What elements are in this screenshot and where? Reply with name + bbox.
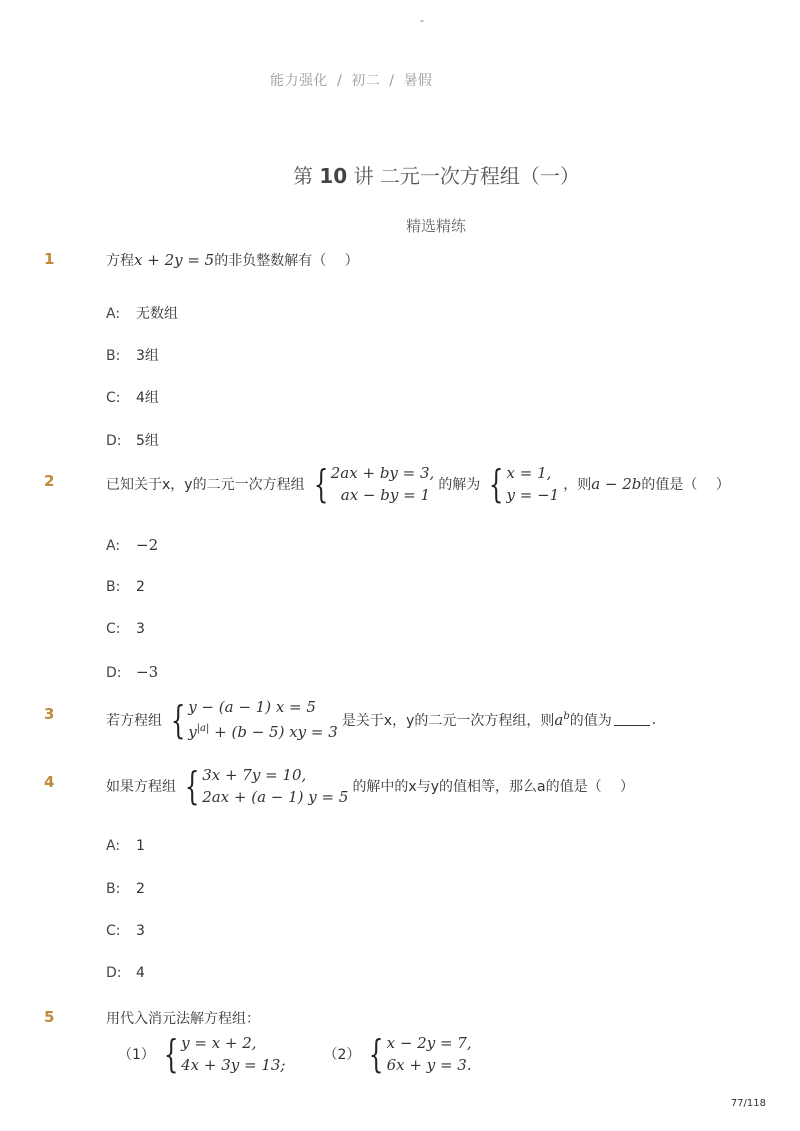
q3-sys-line: $y^{|a|} + (b - 5)$ xy = 3	[188, 723, 338, 741]
q3-end: .	[651, 711, 657, 728]
option-a[interactable]: A: 无数组	[106, 306, 178, 322]
question-5-parts	[118, 1032, 476, 1076]
question-number: 3	[44, 705, 55, 723]
q3-system	[166, 696, 338, 743]
breadcrumb-item: 能力强化	[270, 73, 328, 89]
q2-sys-line: ax − by = 1	[340, 486, 430, 504]
question-3-stem	[106, 696, 656, 743]
q4-system	[180, 764, 348, 808]
q4-sys-line: 3x + 7y = 10,	[202, 766, 307, 784]
q1-pre: 方程	[106, 253, 134, 269]
q5-sys-line: 6x + y = 3.	[386, 1056, 472, 1074]
q3-expression: $a^b$	[554, 710, 570, 729]
option-d[interactable]: D: 5组	[106, 433, 159, 449]
breadcrumb	[270, 70, 432, 90]
q4-post: 的解中的x与y的值相等，那么a的值是（ ）	[352, 779, 635, 795]
option-a[interactable]: A: 1	[106, 838, 145, 854]
q5-sys-line: y = x + 2,	[181, 1034, 257, 1052]
breadcrumb-separator: /	[389, 73, 395, 89]
title-suffix: 讲 二元一次方程组（一）	[353, 164, 580, 188]
page-title	[293, 160, 580, 189]
q3-sys-line: y − (a − 1) x = 5	[188, 698, 316, 716]
q2-mid: 的解为	[438, 477, 481, 493]
breadcrumb-separator: /	[337, 73, 343, 89]
question-number: 1	[44, 250, 55, 268]
q5-sys-line: x − 2y = 7,	[386, 1034, 472, 1052]
left-brace-icon: {	[163, 1032, 179, 1076]
question-2-stem	[106, 462, 730, 506]
page-number: 77/118	[730, 1098, 766, 1109]
option-b[interactable]: B: 2	[106, 881, 145, 897]
option-b[interactable]: B: 3组	[106, 348, 159, 364]
q2-sys-line: 2ax + by = 3,	[330, 464, 435, 482]
question-5-stem: 用代入消元法解方程组：	[106, 1011, 260, 1027]
q4-pre: 如果方程组	[106, 779, 176, 795]
q2-sol-line: x = 1,	[506, 464, 552, 482]
option-c[interactable]: C: 3	[106, 923, 145, 939]
q2-solution	[484, 462, 559, 506]
breadcrumb-item: 初二	[351, 73, 381, 89]
title-prefix: 第	[293, 164, 313, 188]
q2-expression: a − 2b	[591, 475, 642, 493]
left-brace-icon: {	[369, 1032, 384, 1076]
question-number: 5	[44, 1008, 55, 1026]
title-number: 10	[319, 164, 348, 188]
left-brace-icon: {	[184, 764, 200, 808]
answer-blank[interactable]	[614, 713, 650, 726]
question-4-stem	[106, 764, 634, 808]
left-brace-icon: {	[313, 462, 328, 506]
q4-sys-line: 2ax + (a − 1) y = 5	[202, 788, 349, 806]
option-c[interactable]: C: 4组	[106, 390, 159, 406]
q2-pre: 已知关于x，y的二元一次方程组	[106, 477, 305, 493]
option-c[interactable]: C: 3	[106, 621, 145, 637]
q5-part-label: （2）	[323, 1047, 361, 1063]
left-brace-icon: {	[170, 697, 186, 742]
q1-equation: x + 2y = 5	[134, 251, 215, 269]
header-dash: -	[420, 14, 424, 27]
section-subtitle: 精选精练	[406, 217, 467, 235]
question-number: 2	[44, 472, 55, 490]
q2-mid2: ，则	[563, 477, 592, 493]
q3-post: 的值为	[569, 712, 612, 729]
q2-sol-line: y = −1	[506, 486, 560, 504]
q5-part2-system	[364, 1032, 471, 1076]
option-d[interactable]: D: −3	[106, 663, 159, 681]
q3-mid: 是关于x，y的二元一次方程组，则	[341, 712, 555, 729]
q1-post: 的非负整数解有（ ）	[214, 253, 359, 269]
q2-post: 的值是（ ）	[641, 477, 730, 493]
option-b[interactable]: B: 2	[106, 579, 145, 595]
q2-system	[309, 462, 435, 506]
question-1-stem	[106, 250, 359, 270]
question-number: 4	[44, 773, 55, 791]
option-d[interactable]: D: 4	[106, 965, 145, 981]
option-a[interactable]: A: −2	[106, 536, 159, 554]
breadcrumb-item: 暑假	[403, 73, 433, 89]
q3-pre: 若方程组	[106, 712, 162, 729]
q5-part1-system	[159, 1032, 286, 1076]
left-brace-icon: {	[489, 462, 504, 506]
q5-part-label: （1）	[118, 1047, 155, 1063]
q5-sys-line: 4x + 3y = 13;	[181, 1056, 286, 1074]
